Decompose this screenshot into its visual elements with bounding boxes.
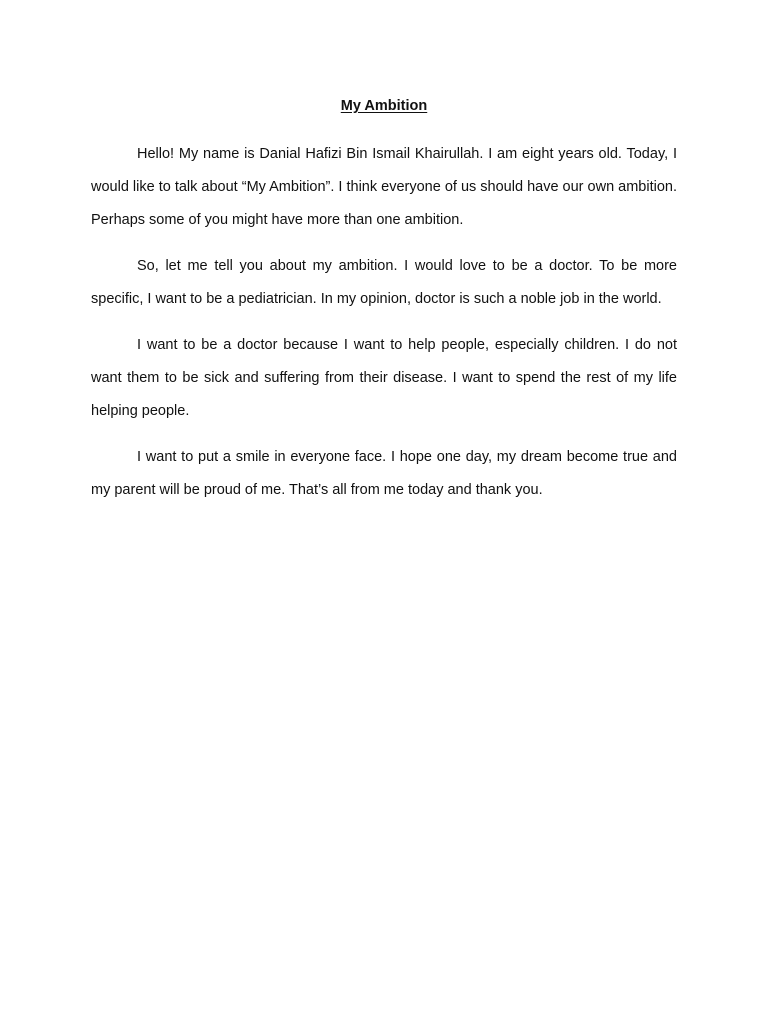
paragraph-ambition: So, let me tell you about my ambition. I would love to be a doctor. To be more specific, I want to be a pediatrician. In my opinion, doctor is such a noble job in the world.: [91, 258, 677, 307]
document-title: My Ambition: [340, 98, 428, 114]
paragraph-reason: I want to be a doctor because I want to help people, especially children. I do not want them to be sick and suffering from their disease. I want to spend the rest of my life helping people.: [91, 337, 677, 419]
paragraph-conclusion: I want to put a smile in everyone face. I hope one day, my dream become true and my parent will be proud of me. That’s all from me today and thank you.: [91, 449, 677, 498]
paragraph-introduction: Hello! My name is Danial Hafizi Bin Ismail Khairullah. I am eight years old. Today, I would like to talk about “My Ambition”. I think everyone of us should have our own ambition. Perhaps some of you might have more than one ambition.: [91, 146, 677, 228]
